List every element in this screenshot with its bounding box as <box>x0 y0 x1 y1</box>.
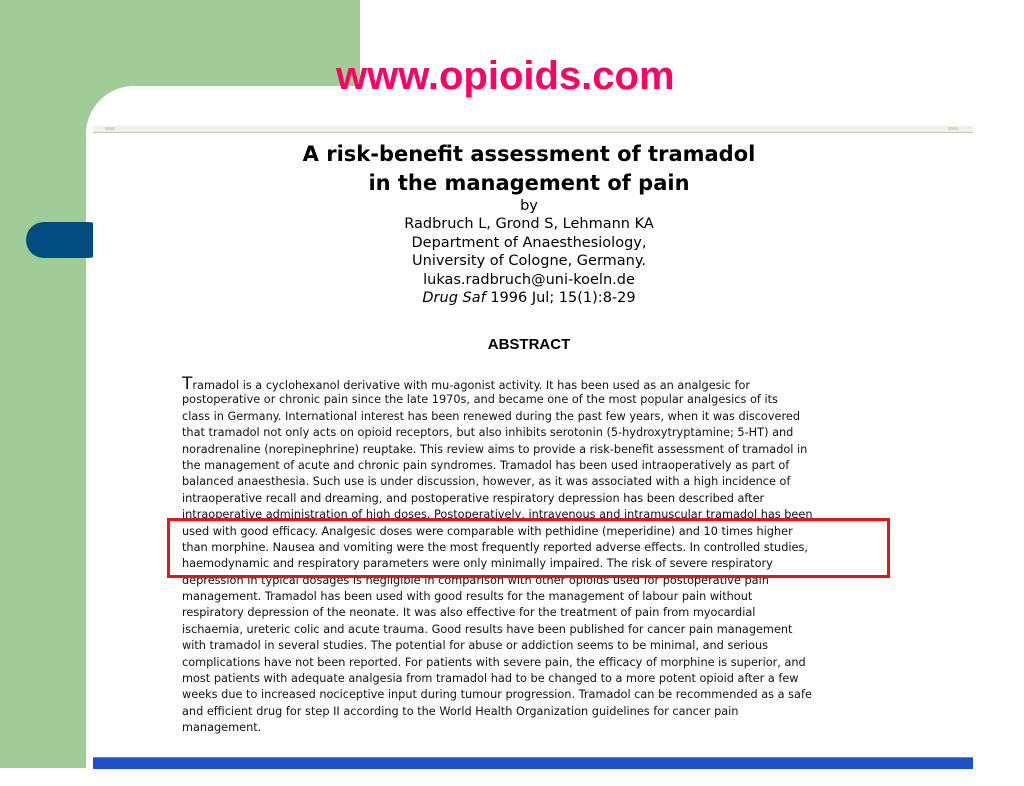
department: Department of Anaesthesiology, <box>411 234 647 251</box>
abstract-line-text: with tramadol in several studies. The potential for abuse or addiction seems to be minimal, and serious <box>182 639 769 653</box>
paper-title-line: A risk-benefit assessment of tramadol <box>302 142 756 166</box>
abstract-line <box>182 687 882 703</box>
abstract-line <box>182 442 882 458</box>
abstract-line-text: postoperative or chronic pain since the late 1970s, and became one of the most popular analgesics of its <box>182 393 778 407</box>
abstract-dropcap: T <box>182 374 193 394</box>
abstract-line <box>182 409 882 425</box>
abstract-line-text: management. Tramadol has been used with good results for the management of labour pain without <box>182 590 753 604</box>
citation-details: 1996 Jul; 15(1):8-29 <box>490 290 636 307</box>
abstract-line <box>182 458 882 474</box>
abstract-line <box>182 589 882 605</box>
abstract-line-text: balanced anaesthesia. Such use is under discussion, however, as it was associated with a high incidence of <box>182 475 791 489</box>
abstract-line-text: respiratory depression of the neonate. It was also effective for the treatment of pain from myocardial <box>182 606 756 620</box>
authors: Radbruch L, Grond S, Lehmann KA <box>404 216 654 233</box>
abstract-line <box>182 392 882 408</box>
website-title: www.opioids.com <box>336 54 675 98</box>
abstract-line <box>182 655 882 671</box>
window-bottom-bar <box>93 757 973 769</box>
window-top-bar <box>93 126 973 133</box>
paper-title <box>93 140 965 198</box>
abstract-line-text: intraoperative recall and dreaming, and postoperative respiratory depression has been described after <box>182 491 765 505</box>
abstract-line-text: most patients with adequate analgesia from tramadol had to be changed to a more potent opioid after a few <box>182 672 799 686</box>
abstract-line <box>182 622 882 638</box>
abstract-line <box>182 638 882 654</box>
window-top-marker <box>948 127 958 130</box>
abstract-line-text: haemodynamic and respiratory parameters were only minimally impaired. The risk of severe respiratory <box>182 557 773 571</box>
university: University of Cologne, Germany. <box>412 253 646 270</box>
abstract-line <box>182 376 882 392</box>
abstract-line-text: weeks due to increased nociceptive input during tumour progression. Tramadol can be recommended as a safe <box>182 688 812 702</box>
abstract-line <box>182 425 882 441</box>
abstract-line-text: used with good efficacy. Analgesic doses were comparable with pethidine (meperidine) and 10 times higher <box>182 524 793 538</box>
abstract-line-text: ramadol is a cyclohexanol derivative with mu-agonist activity. It has been used as an analgesic for <box>192 379 751 392</box>
byline-by: by <box>520 198 538 214</box>
abstract-line-text: the management of acute and chronic pain syndromes. Tramadol has been used intraoperatively as part of <box>182 458 790 472</box>
abstract-line-text: ischaemia, ureteric colic and acute trauma. Good results have been published for cancer pain management <box>182 622 793 636</box>
highlight-box <box>167 518 890 578</box>
abstract-line <box>182 491 882 507</box>
abstract-line-text: intraoperative administration of high doses. Postoperatively, intravenous and intramuscular tramadol has been <box>182 508 813 522</box>
abstract-line <box>182 704 882 720</box>
window-top-marker <box>105 127 115 130</box>
abstract-line-text: than morphine. Nausea and vomiting were the most frequently reported adverse effects. In controlled studies, <box>182 540 808 554</box>
abstract-line-text: that tramadol not only acts on opioid receptors, but also inhibits serotonin (5-hydroxytryptamine; 5-HT) and <box>182 426 794 440</box>
citation <box>93 289 965 307</box>
abstract-line-text: depression in typical dosages is negligible in comparison with other opioids used for postoperative pain <box>182 573 769 587</box>
paper-byline <box>93 197 965 307</box>
abstract-line-text: complications have not been reported. For patients with severe pain, the efficacy of morphine is superior, and <box>182 655 806 669</box>
abstract-line <box>182 474 882 490</box>
abstract-line-text: management. <box>182 721 262 735</box>
paper-title-line: in the management of pain <box>368 171 690 195</box>
abstract-heading: ABSTRACT <box>487 336 571 353</box>
abstract-line <box>182 720 882 736</box>
abstract-line-text: class in Germany. International interest has been renewed during the past few years, when it was discovered <box>182 409 800 423</box>
abstract-line <box>182 671 882 687</box>
abstract-line-text: noradrenaline (norepinephrine) reuptake. This review aims to provide a risk-benefit assessment of tramadol in <box>182 442 808 456</box>
abstract-line-text: and efficient drug for step II according to the World Health Organization guidelines for cancer pain <box>182 704 739 718</box>
email-link[interactable]: lukas.radbruch@uni-koeln.de <box>423 271 635 288</box>
journal-name: Drug Saf <box>422 290 486 307</box>
abstract-line <box>182 605 882 621</box>
document-screenshot <box>93 126 973 768</box>
